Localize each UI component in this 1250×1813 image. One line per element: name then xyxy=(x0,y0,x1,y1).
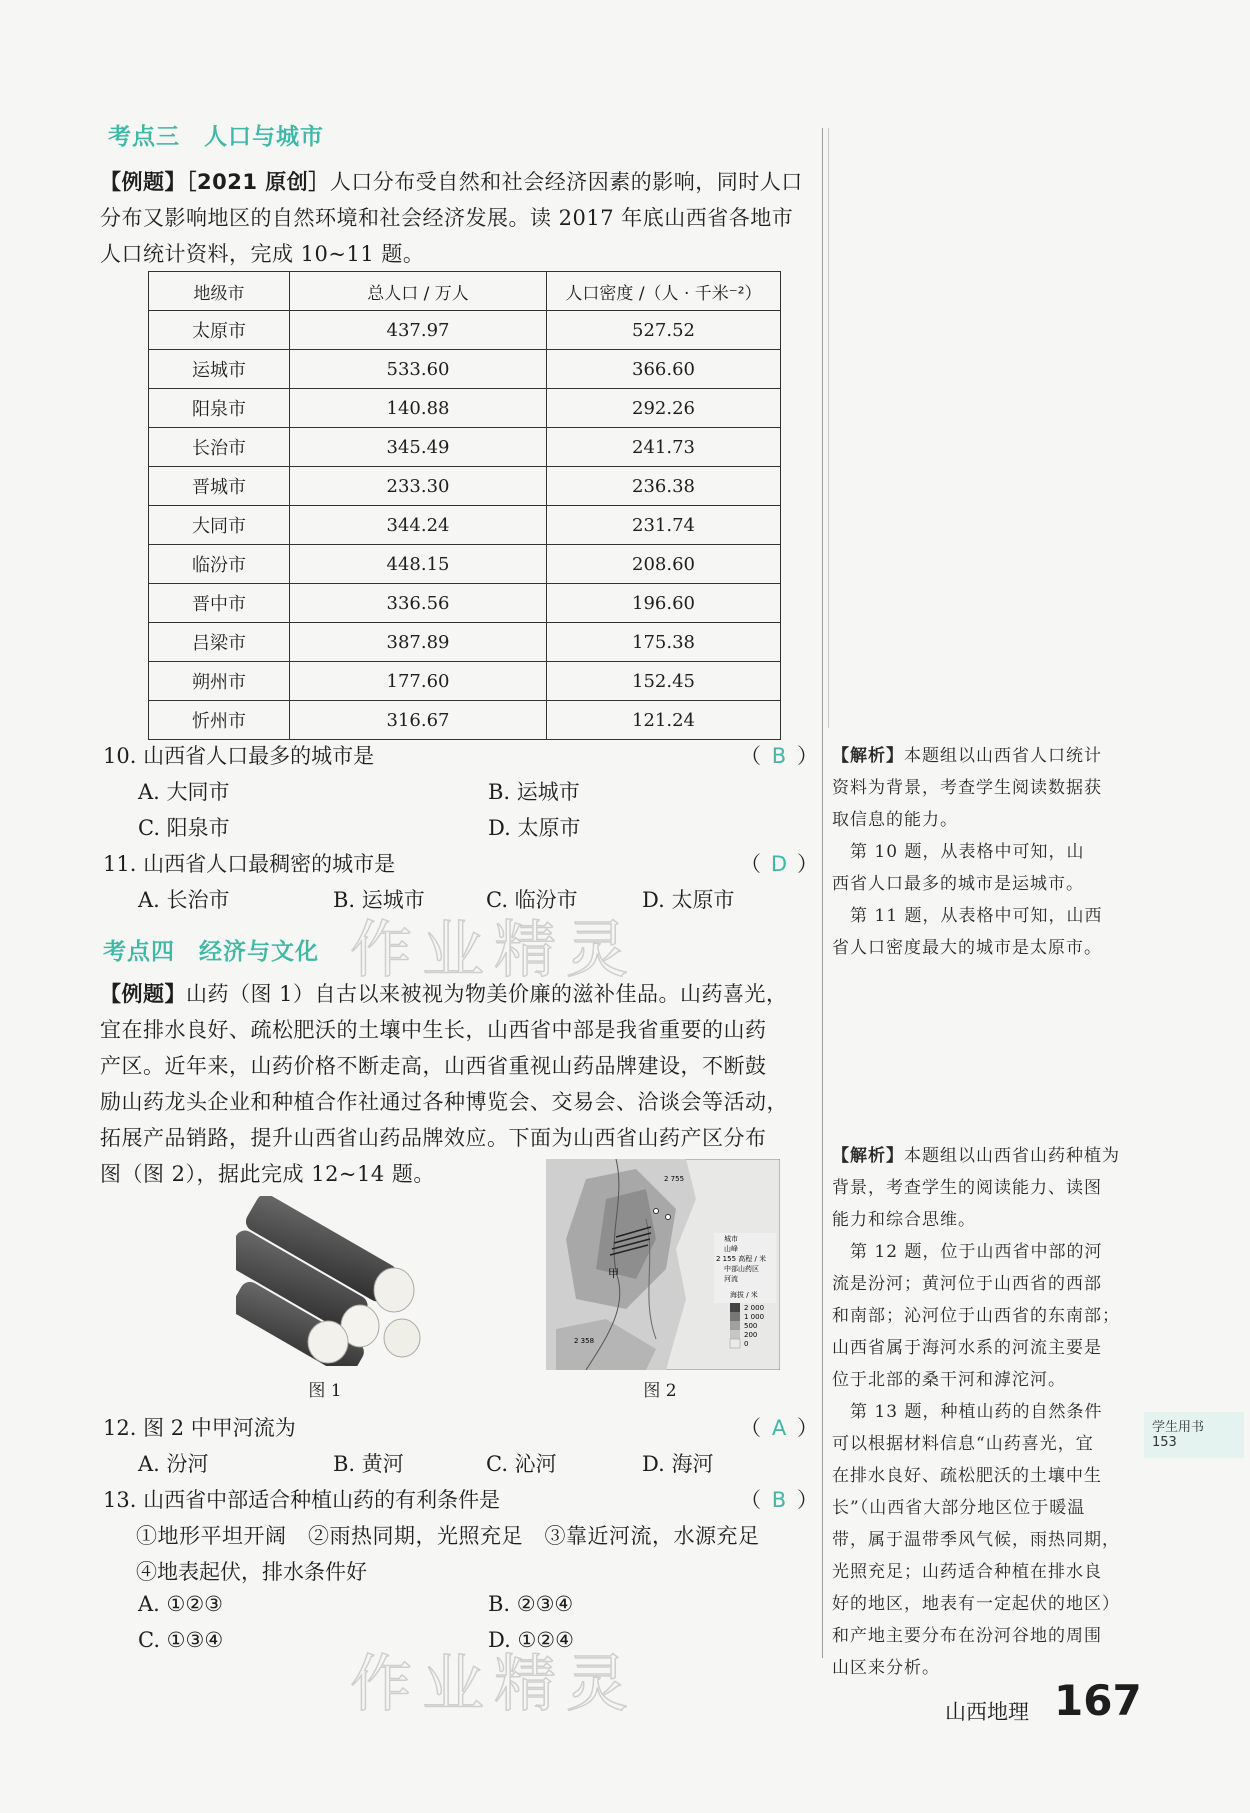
question-13: 13. 山西省中部适合种植山药的有利条件是 （ B ） xyxy=(103,1488,818,1512)
map-peak-1: 2 755 xyxy=(664,1175,685,1183)
svg-text:河流: 河流 xyxy=(724,1275,738,1283)
cell-city: 晋中市 xyxy=(149,584,290,623)
table-row xyxy=(149,467,781,506)
table-row xyxy=(149,701,781,740)
svg-text:0: 0 xyxy=(744,1340,749,1348)
svg-text:中部山药区: 中部山药区 xyxy=(724,1265,759,1273)
svg-text:城市: 城市 xyxy=(724,1235,738,1243)
cell-population: 437.97 xyxy=(290,311,547,350)
section-4-title: 考点四 经济与文化 xyxy=(103,939,319,965)
cell-density: 121.24 xyxy=(547,701,781,740)
q13-option-a: A. ①②③ xyxy=(138,1592,223,1616)
cell-population: 316.67 xyxy=(290,701,547,740)
answer-12: A xyxy=(771,1416,787,1440)
svg-text:200: 200 xyxy=(744,1331,758,1339)
cell-population: 387.89 xyxy=(290,623,547,662)
cell-city: 太原市 xyxy=(149,311,290,350)
table-row xyxy=(149,389,781,428)
cell-density: 292.26 xyxy=(547,389,781,428)
q13-option-b: B. ②③④ xyxy=(488,1592,574,1616)
q11-option-a: A. 长治市 xyxy=(138,888,230,912)
q12-option-c: C. 沁河 xyxy=(486,1452,557,1476)
cell-population: 140.88 xyxy=(290,389,547,428)
cell-city: 晋城市 xyxy=(149,467,290,506)
table-row xyxy=(149,584,781,623)
q13-conditions-2: ④地表起伏，排水条件好 xyxy=(136,1560,367,1584)
table-row xyxy=(149,428,781,467)
table-row xyxy=(149,623,781,662)
cell-density: 231.74 xyxy=(547,506,781,545)
svg-text:2 155 高程 / 米: 2 155 高程 / 米 xyxy=(716,1255,767,1263)
answer-11: D xyxy=(770,852,788,876)
section-4-intro: 【例题】山药（图 1）自古以来被视为物美价廉的滋补佳品。山药喜光， 宜在排水良好、疏松肥沃的土壤中生长，山西省中部是我省重要的山药 产区。近年来，山药价格不断走高，山西省重视山药品牌建设，不断鼓 励山药龙头企业和种植合作社通过各种博览会、交易会、洽谈会等活动， 拓展产品销路，提升山西省山药品牌效应。下面为山西省山药产区分布 图（图 2），据此完成 12~14 题。 xyxy=(100,982,788,1186)
cell-density: 196.60 xyxy=(547,584,781,623)
cell-population: 344.24 xyxy=(290,506,547,545)
answer-10: B xyxy=(771,744,787,768)
cell-population: 336.56 xyxy=(290,584,547,623)
figure-2-map xyxy=(546,1159,780,1370)
cell-population: 533.60 xyxy=(290,350,547,389)
population-table xyxy=(148,271,781,740)
table-row xyxy=(149,350,781,389)
table-row xyxy=(149,311,781,350)
col-density: 人口密度 /（人 · 千米⁻²） xyxy=(547,272,781,311)
analysis-1: 【解析】本题组以山西省人口统计 资料为背景，考查学生阅读数据获 取信息的能力。 第 10 题，从表格中可知，山 西省人口最多的城市是运城市。 第 11 题，从表格中可知，山西 省人口密度最大的城市是太原市。 xyxy=(832,746,1103,958)
cell-density: 175.38 xyxy=(547,623,781,662)
q10-option-d: D. 太原市 xyxy=(488,816,581,840)
svg-text:2 000: 2 000 xyxy=(744,1304,765,1312)
q13-conditions-1: ①地形平坦开阔 ②雨热同期，光照充足 ③靠近河流，水源充足 xyxy=(136,1524,760,1548)
svg-text:山峰: 山峰 xyxy=(724,1245,738,1253)
section-3-intro: 【例题】［2021 原创］人口分布受自然和社会经济因素的影响，同时人口 分布又影响地区的自然环境和社会经济发展。读 2017 年底山西省各地市 人口统计资料，完成 10~11 题。 xyxy=(100,170,803,266)
q10-option-a: A. 大同市 xyxy=(138,780,230,804)
q11-option-b: B. 运城市 xyxy=(333,888,425,912)
cell-city: 朔州市 xyxy=(149,662,290,701)
cell-population: 233.30 xyxy=(290,467,547,506)
cell-density: 152.45 xyxy=(547,662,781,701)
watermark-2: 作业精灵 xyxy=(350,1647,639,1720)
cell-density: 241.73 xyxy=(547,428,781,467)
cell-city: 大同市 xyxy=(149,506,290,545)
answer-13: B xyxy=(771,1488,787,1512)
example-tag: 【例题】 xyxy=(100,170,186,194)
column-divider-upper xyxy=(828,128,829,728)
table-row xyxy=(149,662,781,701)
cell-density: 208.60 xyxy=(547,545,781,584)
col-city: 地级市 xyxy=(149,272,290,311)
q12-option-d: D. 海河 xyxy=(642,1452,714,1476)
side-tab: 学生用书 153 xyxy=(1144,1412,1244,1458)
svg-text:1 000: 1 000 xyxy=(744,1313,765,1321)
q10-option-b: B. 运城市 xyxy=(488,780,580,804)
question-10: 10. 山西省人口最多的城市是 （ B ） xyxy=(103,744,818,768)
svg-text:海拔 / 米: 海拔 / 米 xyxy=(730,1291,758,1299)
q13-option-c: C. ①③④ xyxy=(138,1628,224,1652)
cell-population: 177.60 xyxy=(290,662,547,701)
figure-1-caption: 图 1 xyxy=(308,1381,342,1401)
analysis-1-tag: 【解析】 xyxy=(832,746,904,766)
analysis-2: 【解析】本题组以山西省山药种植为 背景，考查学生的阅读能力、读图 能力和综合思维。 第 12 题，位于山西省中部的河 流是汾河；黄河位于山西省的西部 和南部；沁河位于山西省的东南部； 山西省属于海河水系的河流主要是 位于北部的桑干河和滹沱河。 第 13 题，种植山药的自然条件 可以根据材料信息“山药喜光，宜 在排水良好、疏松肥沃的土壤中生 长”（山西省大部分地区位于暖温 带，属于温带季风气候，雨热同期， 光照充足；山药适合种植在排水良 好的地区，地表有一定起伏的地区） 和产地主要分布在汾河谷地的周围 山区来分析。 xyxy=(832,1146,1120,1678)
cell-city: 运城市 xyxy=(149,350,290,389)
map-label-jia: 甲 xyxy=(608,1267,619,1280)
q12-option-a: A. 汾河 xyxy=(138,1452,209,1476)
column-divider xyxy=(822,128,823,1658)
table-row xyxy=(149,506,781,545)
table-row xyxy=(149,545,781,584)
cell-density: 236.38 xyxy=(547,467,781,506)
q11-option-c: C. 临汾市 xyxy=(486,888,578,912)
example-tag-2: 【例题】 xyxy=(100,982,186,1006)
cell-density: 366.60 xyxy=(547,350,781,389)
source-tag: ［2021 原创］ xyxy=(186,170,330,194)
q13-option-d: D. ①②④ xyxy=(488,1628,574,1652)
footer-subject: 山西地理 xyxy=(945,1700,1029,1724)
page-number: 167 xyxy=(1054,1676,1142,1725)
section-3-title: 考点三 人口与城市 xyxy=(108,124,324,150)
map-peak-2: 2 358 xyxy=(574,1337,595,1345)
question-12: 12. 图 2 中甲河流为 （ A ） xyxy=(103,1416,818,1440)
question-11: 11. 山西省人口最稠密的城市是 （ D ） xyxy=(103,852,818,876)
cell-city: 长治市 xyxy=(149,428,290,467)
svg-text:500: 500 xyxy=(744,1322,758,1330)
q12-option-b: B. 黄河 xyxy=(333,1452,404,1476)
watermark-1: 作业精灵 xyxy=(350,913,639,986)
figure-2-caption: 图 2 xyxy=(643,1381,677,1401)
table-header-row xyxy=(149,272,781,311)
col-population: 总人口 / 万人 xyxy=(290,272,547,311)
cell-city: 吕梁市 xyxy=(149,623,290,662)
cell-population: 345.49 xyxy=(290,428,547,467)
cell-population: 448.15 xyxy=(290,545,547,584)
cell-city: 阳泉市 xyxy=(149,389,290,428)
cell-density: 527.52 xyxy=(547,311,781,350)
analysis-2-tag: 【解析】 xyxy=(832,1146,904,1166)
cell-city: 临汾市 xyxy=(149,545,290,584)
q11-option-d: D. 太原市 xyxy=(642,888,735,912)
figure-1-yam xyxy=(236,1196,422,1366)
cell-city: 忻州市 xyxy=(149,701,290,740)
q10-option-c: C. 阳泉市 xyxy=(138,816,230,840)
